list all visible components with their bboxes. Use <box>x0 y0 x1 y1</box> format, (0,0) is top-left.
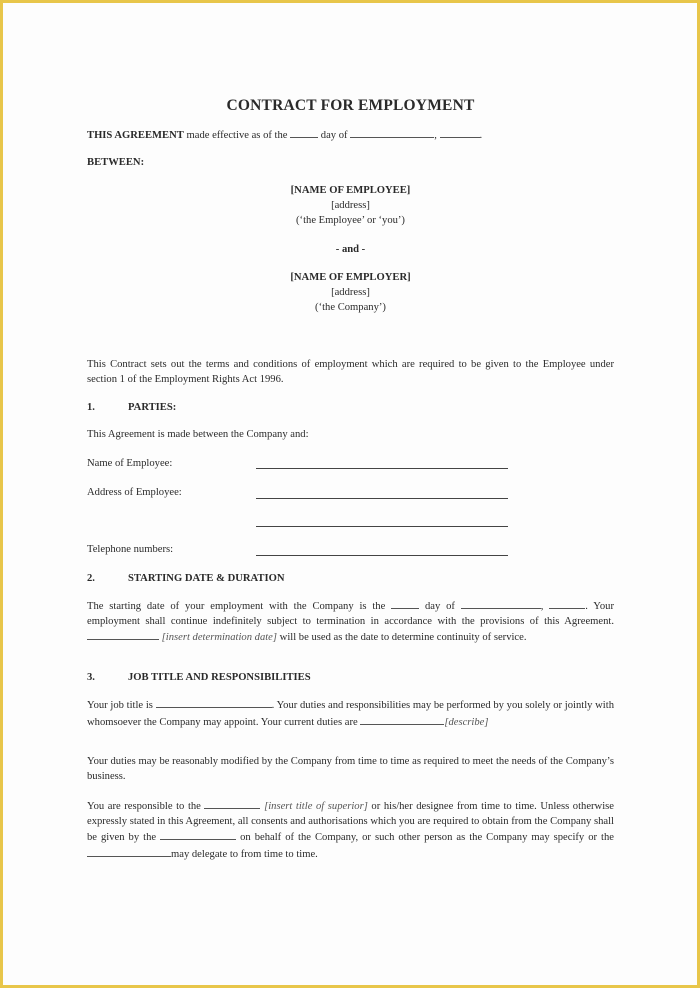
duties-blank[interactable] <box>360 714 444 725</box>
employee-address-label: Address of Employee: <box>87 487 182 498</box>
employee-name-label: Name of Employee: <box>87 458 173 469</box>
between-label: BETWEEN: <box>87 157 145 168</box>
section-title: JOB TITLE AND RESPONSIBILITIES <box>128 672 311 683</box>
telephone-label: Telephone numbers: <box>87 544 174 555</box>
delegate-text: may delegate to from time to time. <box>171 848 318 860</box>
starting-date-paragraph: The starting date of your employment with the Company is the day of , . Your employment shall continue indefinitely subject to termination in accordance with the provisions of this Agreement. [insert determination date] will be used as the date to determine continuity of service. <box>87 598 614 646</box>
superior-blank[interactable] <box>204 798 260 809</box>
continuation-text: Your employment shall continue indefinitely subject to termination in accordance with the provisions of this Agreement. <box>87 601 615 627</box>
start-day-blank[interactable] <box>391 598 419 609</box>
period: . <box>479 130 483 141</box>
starting-date-text: The starting date of your employment with the Company is the <box>87 601 386 612</box>
and-separator: - and - <box>335 244 366 255</box>
job-title-paragraph: Your job title is . Your duties and responsibilities may be performed by you solely or jointly with whomsoever the Company may appoint. Your current duties are [describe] <box>87 697 614 730</box>
employee-address-field-2[interactable] <box>256 526 508 527</box>
reporting-text: You are responsible to the <box>87 801 201 812</box>
job-title-blank[interactable] <box>156 697 272 708</box>
page-title: CONTRACT FOR EMPLOYMENT <box>226 97 475 114</box>
section-number: 3. <box>87 672 95 683</box>
start-month-blank[interactable] <box>461 598 541 609</box>
month-blank[interactable] <box>350 127 434 138</box>
preamble: This Contract sets out the terms and conditions of employment which are required to be given to the Employee under section 1 of the Employment Rights Act 1996. <box>87 359 614 385</box>
employee-name-field[interactable] <box>256 468 508 469</box>
determination-date-blank[interactable] <box>87 629 159 640</box>
agreement-intro <box>87 127 482 144</box>
delegate-blank[interactable] <box>87 846 171 857</box>
duties-modification-paragraph: Your duties may be reasonably modified by the Company from time to time as required to meet the needs of the Company’s business. <box>87 756 614 782</box>
employer-address: [address] <box>331 287 370 298</box>
comma: , <box>434 130 437 141</box>
employer-name: [NAME OF EMPLOYER] <box>290 272 411 283</box>
company-behalf-text: on behalf of the Company, or such other person as the Company may specify or the <box>240 832 614 844</box>
employer-alias: (‘the Company’) <box>315 302 386 313</box>
section-title: PARTIES: <box>128 402 177 413</box>
section-number: 2. <box>87 573 95 584</box>
authoriser-blank[interactable] <box>160 829 236 840</box>
reporting-paragraph <box>87 798 614 862</box>
continuity-text: will be used as the date to determine continuity of service. <box>279 632 527 644</box>
superior-hint: [insert title of superior] <box>264 801 368 812</box>
start-day-of: day of <box>424 601 455 612</box>
section-title: STARTING DATE & DURATION <box>128 573 285 584</box>
duties-text: Your duties and responsibilities may be performed by you solely or jointly with whomsoever the Company may appoint. Your current duties are <box>87 700 614 728</box>
describe-hint: [describe] <box>444 716 489 728</box>
employee-address-field[interactable] <box>256 498 508 499</box>
employee-address: [address] <box>331 200 370 211</box>
determination-date-hint: [insert determination date] <box>161 632 278 644</box>
start-year-blank[interactable] <box>549 598 585 609</box>
agreement-lead: THIS AGREEMENT <box>87 130 184 141</box>
year-blank[interactable] <box>440 127 480 138</box>
job-title-text: Your job title is <box>87 700 153 711</box>
section-number: 1. <box>87 402 95 413</box>
employee-alias: (‘the Employee’ or ‘you’) <box>296 215 405 226</box>
consents-text: or his/her designee from time to time. Unless otherwise expressly stated in this Agreement, all consents and authorisations which you are required to obtain from the Company shall be given by the <box>87 801 614 844</box>
employee-name: [NAME OF EMPLOYEE] <box>290 185 411 196</box>
parties-intro: This Agreement is made between the Company and: <box>87 429 309 440</box>
day-blank[interactable] <box>290 127 318 138</box>
day-of-label: day of <box>320 130 348 141</box>
agreement-intro-text: made effective as of the <box>186 130 288 141</box>
telephone-field[interactable] <box>256 555 508 556</box>
